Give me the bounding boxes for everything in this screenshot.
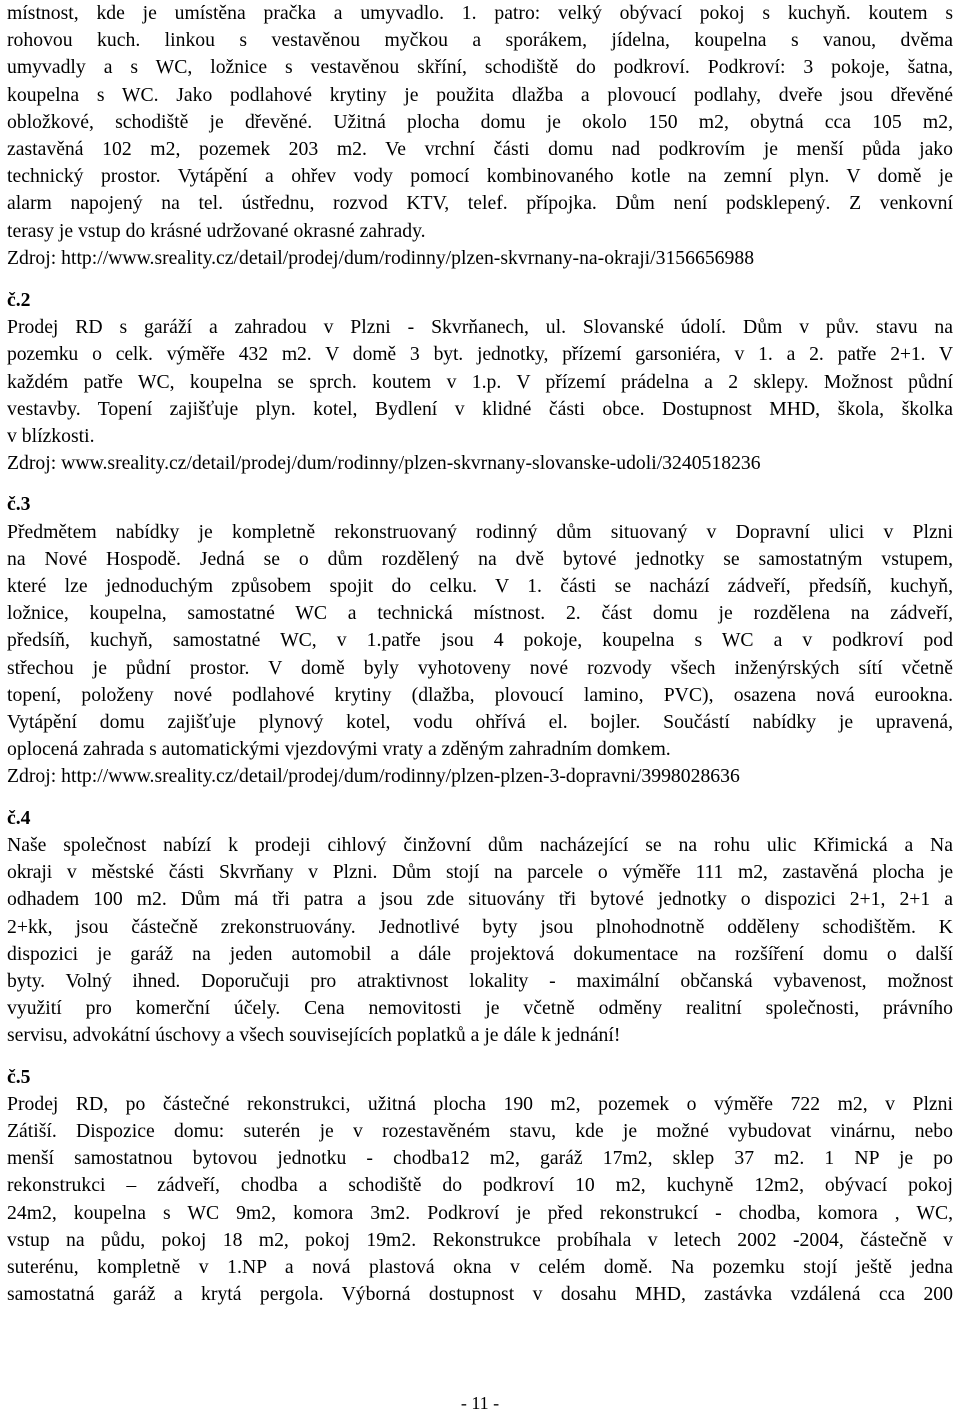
text-line: oplocená zahrada s automatickými vjezdovými vraty a zděným zahradním domkem.	[7, 738, 671, 761]
text-line: okraji v městské části Skvrňany v Plzni. Dům stojí na parcele o výměře 111 m2, zastavěná plocha je	[7, 861, 953, 884]
source-line: Zdroj: www.sreality.cz/detail/prodej/dum/rodinny/plzen-skvrnany-slovanske-udoli/3240518236	[7, 452, 761, 475]
source-line: Zdroj: http://www.sreality.cz/detail/prodej/dum/rodinny/plzen-plzen-3-dopravni/3998028636	[7, 765, 740, 788]
section-heading: č.5	[7, 1065, 31, 1088]
text-line: v blízkosti.	[7, 425, 95, 448]
section-3	[7, 491, 953, 790]
text-line: 2+kk, jsou částečně zrekonstruovány. Jednotlivé byty jsou plnohodnotně odděleny schodištěm. K	[7, 915, 953, 938]
text-line: 24m2, koupelna s WC 9m2, komora 3m2. Podkroví je před rekonstrukcí - chodba, komora , WC,	[7, 1201, 953, 1224]
text-line: vstup na půdu, pokoj 18 m2, pokoj 19m2. Rekonstrukce probíhala v letech 2002 -2004, částečně v	[7, 1228, 953, 1251]
text-line: Prodej RD s garáží a zahradou v Plzni - Skvrňanech, ul. Slovanské údolí. Dům v pův. stavu na	[7, 316, 953, 339]
text-line: každém patře WC, koupelna se sprch. koutem v 1.p. V přízemí prádelna a 2 sklepy. Možnost půdní	[7, 370, 953, 393]
document-page	[7, 0, 953, 1308]
text-line: ložnice, koupelna, samostatné WC a technická místnost. 2. část domu je rozdělena na zádveří,	[7, 602, 953, 625]
text-line: Naše společnost nabízí k prodeji cihlový činžovní dům nacházející se na rohu ulic Křimická a Na	[7, 833, 953, 856]
section-5	[7, 1064, 953, 1309]
text-line: pozemku o celk. výměře 432 m2. V domě 3 byt. jednotky, přízemí garsoniéra, v 1. a 2. patře 2+1. V	[7, 343, 953, 366]
text-line: terasy je vstup do krásné udržované okrasné zahrady.	[7, 219, 426, 242]
source-line: Zdroj: http://www.sreality.cz/detail/prodej/dum/rodinny/plzen-skvrnany-na-okraji/3156656988	[7, 246, 755, 269]
text-line: Předmětem nabídky je kompletně rekonstruovaný rodinný dům situovaný v Dopravní ulici v Plzni	[7, 520, 953, 543]
section-heading: č.2	[7, 289, 31, 312]
text-line: Prodej RD, po částečné rekonstrukci, užitná plocha 190 m2, pozemek o výměře 722 m2, v Plzni	[7, 1092, 953, 1115]
text-line: menší samostatnou bytovou jednotku - chodba12 m2, garáž 17m2, sklep 37 m2. 1 NP je po	[7, 1147, 953, 1170]
text-line: zastavěná 102 m2, pozemek 203 m2. Ve vrchní části domu nad podkrovím je menší půda jako	[7, 138, 953, 161]
text-line: dispozici je garáž na jeden automobil a dále projektová dokumentace na rozšíření domu o další	[7, 942, 953, 965]
section-4	[7, 805, 953, 1050]
section-heading: č.4	[7, 806, 31, 829]
text-line: rekonstrukci – zádveří, chodba a schodiště do podkroví 10 m2, kuchyně 12m2, obývací pokoj	[7, 1174, 953, 1197]
text-line: které lze jednoduchým způsobem spojit do celku. V 1. části se nachází zádveří, předsíň, kuchyň,	[7, 575, 953, 598]
text-line: Zátiší. Dispozice domu: suterén je v rozestavěném stavu, kde je možné vybudovat vinárnu, nebo	[7, 1119, 953, 1142]
section-2	[7, 287, 953, 477]
text-line: technický prostor. Vytápění a ohřev vody pomocí kombinovaného kotle na zemní plyn. V domě je	[7, 165, 953, 188]
text-line: suterénu, kompletně v 1.NP a nová plastová okna v celém domě. Na pozemku stojí ještě jedna	[7, 1255, 953, 1278]
text-line: obložkové, schodiště je dřevěné. Užitná plocha domu je okolo 150 m2, obytná cca 105 m2,	[7, 110, 953, 133]
section-heading: č.3	[7, 493, 31, 516]
text-line: využití pro komerční účely. Cena nemovitosti je včetně odměny realitní společnosti, právního	[7, 997, 953, 1020]
text-line: koupelna s WC. Jako podlahové krytiny je použita dlažba a plovoucí podlahy, dveře jsou dřevěné	[7, 83, 953, 106]
text-line: alarm napojený na tel. ústřednu, rozvod KTV, telef. přípojka. Dům není podsklepený. Z venkovní	[7, 192, 953, 215]
text-line: místnost, kde je umístěna pračka a umyvadlo. 1. patro: velký obývací pokoj s kuchyň. koutem s	[7, 2, 953, 24]
text-line: předsíň, kuchyň, samostatné WC, v 1.patře jsou 4 pokoje, koupelna s WC a v podkroví pod	[7, 629, 953, 652]
text-line: topení, položeny nové podlahové krytiny (dlažba, plovoucí lamino, PVC), osazena nová eurookna.	[7, 683, 953, 706]
text-line: samostatná garáž a krytá pergola. Výborná dostupnost v dosahu MHD, zastávka vzdálená cca 200	[7, 1283, 953, 1306]
text-line: rohovou kuch. linkou s vestavěnou myčkou a sporákem, jídelna, koupelna s vanou, dvěma	[7, 29, 953, 52]
text-line: servisu, advokátní úschovy a všech souvisejících poplatků a je dále k jednání!	[7, 1024, 621, 1047]
text-line: byty. Volný ihned. Doporučuji pro atraktivnost lokality - maximální občanská vybavenost, možnost	[7, 969, 953, 992]
text-line: střechou je půdní prostor. V domě byly vyhotoveny nové rozvody všech inženýrských sítí včetně	[7, 656, 953, 679]
text-line: vestavby. Topení zajišťuje plyn. kotel, Bydlení v klidné části obce. Dostupnost MHD, škola, školka	[7, 397, 953, 420]
text-line: na Nové Hospodě. Jedná se o dům rozdělený na dvě bytové jednotky se samostatným vstupem,	[7, 547, 953, 570]
text-line: umyvadly a s WC, ložnice s vestavěnou skříní, schodiště do podkroví. Podkroví: 3 pokoje, šatna,	[7, 56, 953, 79]
intro-paragraph	[7, 0, 953, 272]
text-line: odhadem 100 m2. Dům má tři patra a jsou zde situovány tři bytové jednotky o dispozici 2+1, 2+1 a	[7, 888, 953, 911]
text-line: Vytápění domu zajišťuje plynový kotel, vodu ohřívá el. bojler. Součástí nabídky je upravená,	[7, 711, 953, 734]
page-number: - 11 -	[460, 1393, 500, 1413]
